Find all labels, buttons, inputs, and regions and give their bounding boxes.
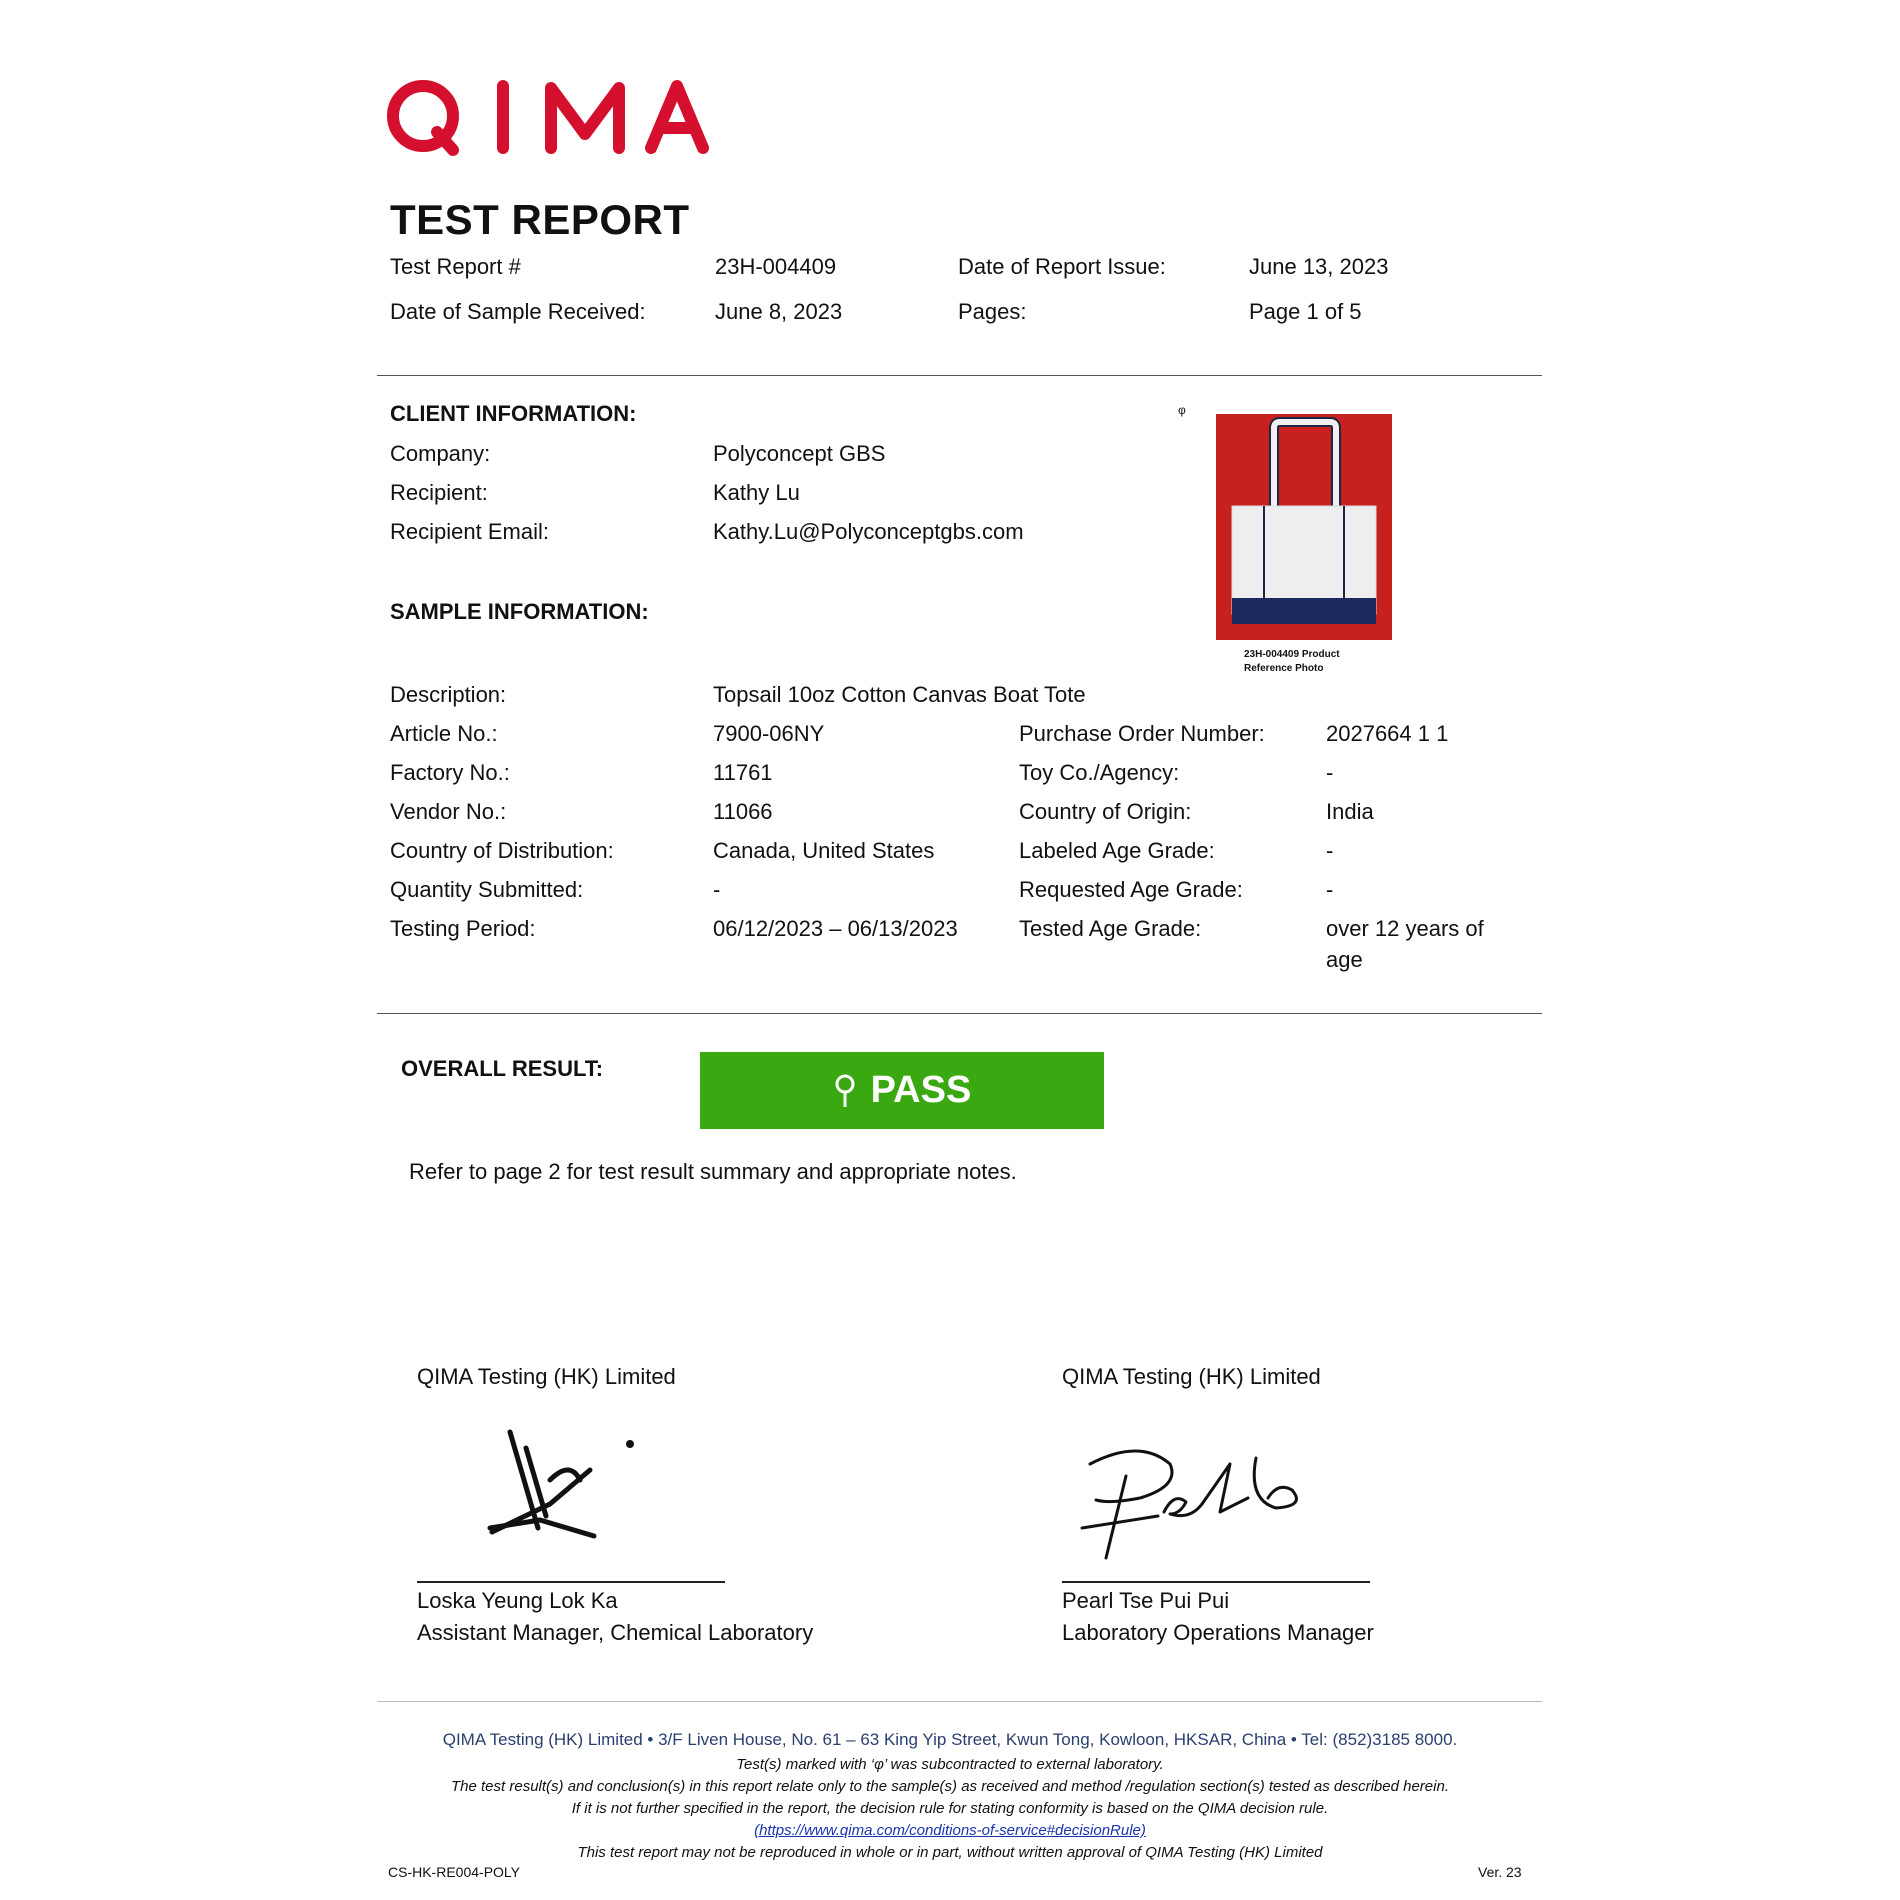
- signer-name: Pearl Tse Pui Pui: [1062, 1588, 1230, 1613]
- description-value: Topsail 10oz Cotton Canvas Boat Tote: [713, 682, 1086, 707]
- footer-decision-rule: If it is not further specified in the report, the decision rule for stating conformity is based on the QIMA decision rule.: [571, 1800, 1329, 1817]
- email-label: Recipient Email:: [390, 519, 549, 544]
- sample-left-value: Canada, United States: [713, 838, 935, 863]
- received-date-label: Date of Sample Received:: [390, 299, 646, 324]
- divider: [377, 375, 1542, 376]
- sample-left-value: 11066: [713, 799, 773, 824]
- signature-image: [480, 1420, 650, 1560]
- company-value: Polyconcept GBS: [713, 441, 886, 466]
- description-label: Description:: [390, 682, 507, 707]
- footer-subcontract-note: Test(s) marked with ‘φ’ was subcontracted to external laboratory.: [736, 1756, 1164, 1773]
- magnifier-icon: [833, 1073, 857, 1109]
- overall-result-label: OVERALL RESULT:: [401, 1056, 604, 1081]
- signer-company: QIMA Testing (HK) Limited: [417, 1364, 676, 1389]
- pages-label: Pages:: [958, 299, 1027, 324]
- pass-badge: [700, 1052, 1104, 1129]
- subcontract-marker: φ: [1178, 403, 1186, 417]
- received-date-value: June 8, 2023: [715, 299, 843, 324]
- sample-left-label: Factory No.:: [390, 760, 510, 785]
- sample-right-label: Tested Age Grade:: [1019, 916, 1202, 941]
- signature-line: [417, 1581, 725, 1583]
- email-value: Kathy.Lu@Polyconceptgbs.com: [713, 519, 1024, 544]
- version: Ver. 23: [1478, 1864, 1522, 1880]
- photo-caption-line2: Reference Photo: [1244, 663, 1324, 674]
- sample-right-value: over 12 years of: [1326, 916, 1484, 941]
- issue-date-value: June 13, 2023: [1249, 254, 1389, 279]
- sample-left-label: Quantity Submitted:: [390, 877, 584, 902]
- product-photo: [1216, 414, 1392, 640]
- divider: [377, 1013, 1542, 1014]
- sample-right-value: -: [1326, 877, 1334, 902]
- recipient-label: Recipient:: [390, 480, 488, 505]
- sample-left-value: 7900-06NY: [713, 721, 825, 746]
- pages-value: Page 1 of 5: [1249, 299, 1362, 324]
- sample-right-label: Purchase Order Number:: [1019, 721, 1265, 746]
- qima-logo: [385, 78, 715, 158]
- sample-right-label: Toy Co./Agency:: [1019, 760, 1180, 785]
- sample-right-value: -: [1326, 760, 1334, 785]
- sample-right-value: India: [1326, 799, 1374, 824]
- recipient-value: Kathy Lu: [713, 480, 800, 505]
- doc-code: CS-HK-RE004-POLY: [388, 1864, 521, 1880]
- report-no-label: Test Report #: [390, 254, 521, 279]
- sample-left-value: -: [713, 877, 721, 902]
- sample-left-label: Vendor No.:: [390, 799, 507, 824]
- sample-right-label: Country of Origin:: [1019, 799, 1192, 824]
- pass-label: PASS: [870, 1069, 972, 1111]
- signer-title: Laboratory Operations Manager: [1062, 1620, 1374, 1645]
- company-label: Company:: [390, 441, 491, 466]
- sample-left-label: Article No.:: [390, 721, 498, 746]
- signer-title: Assistant Manager, Chemical Laboratory: [417, 1620, 814, 1645]
- sample-right-value: -: [1326, 838, 1334, 863]
- page-title: TEST REPORT: [390, 196, 690, 243]
- footer-divider: [377, 1701, 1542, 1702]
- sample-right-label: Labeled Age Grade:: [1019, 838, 1215, 863]
- issue-date-label: Date of Report Issue:: [958, 254, 1166, 279]
- decision-rule-link[interactable]: (https://www.qima.com/conditions-of-service#decisionRule): [754, 1822, 1146, 1839]
- footer-disclaimer: The test result(s) and conclusion(s) in this report relate only to the sample(s) as received and method /regulation section(s) tested as described herein.: [451, 1778, 1449, 1795]
- signer-name: Loska Yeung Lok Ka: [417, 1588, 618, 1613]
- sample-heading: SAMPLE INFORMATION:: [390, 599, 649, 624]
- sample-right-value-cont: age: [1326, 947, 1363, 972]
- sample-left-label: Country of Distribution:: [390, 838, 614, 863]
- report-no-value: 23H-004409: [715, 254, 837, 279]
- footer-link-row: [0, 1822, 1900, 1839]
- sample-left-label: Testing Period:: [390, 916, 536, 941]
- signer-company: QIMA Testing (HK) Limited: [1062, 1364, 1321, 1389]
- photo-caption: [1244, 648, 1340, 676]
- photo-caption-line1: 23H-004409 Product: [1244, 649, 1340, 660]
- footer-address: QIMA Testing (HK) Limited • 3/F Liven House, No. 61 – 63 King Yip Street, Kwun Tong, Kowloon, HKSAR, China • Tel: (852)3185 8000.: [442, 1730, 1458, 1749]
- client-heading: CLIENT INFORMATION:: [390, 401, 637, 426]
- result-note: Refer to page 2 for test result summary and appropriate notes.: [409, 1159, 1017, 1184]
- signature-line: [1062, 1581, 1370, 1583]
- signature-image: [1080, 1440, 1330, 1570]
- sample-left-value: 11761: [713, 760, 773, 785]
- sample-left-value: 06/12/2023 – 06/13/2023: [713, 916, 958, 941]
- footer-reproduction-note: This test report may not be reproduced in whole or in part, without written approval of QIMA Testing (HK) Limited: [577, 1844, 1323, 1861]
- sample-right-value: 2027664 1 1: [1326, 721, 1449, 746]
- sample-right-label: Requested Age Grade:: [1019, 877, 1243, 902]
